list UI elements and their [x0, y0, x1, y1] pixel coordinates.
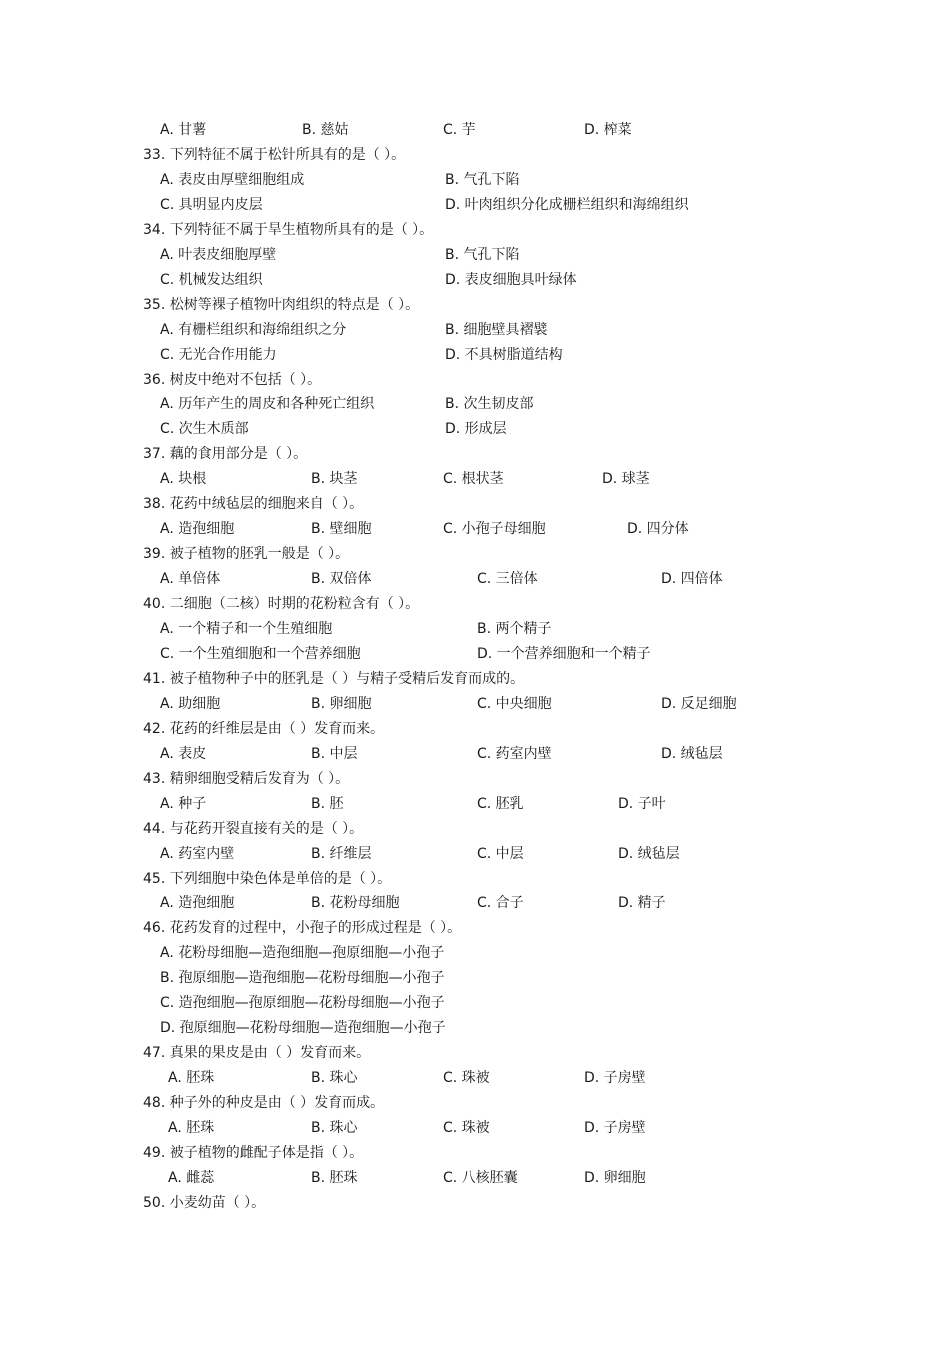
q45-stem [0, 870, 950, 890]
option-text: D. 一个营养细胞和一个精子 [477, 645, 651, 662]
q36-options-2 [0, 420, 950, 440]
option-text: A. 造孢细胞 [160, 521, 235, 538]
option-text: A. 种子 [160, 795, 207, 812]
option-text: A. 表皮 [160, 745, 207, 762]
option-text: B. 胚 [311, 795, 344, 812]
q33-stem [0, 146, 950, 166]
option-text: C. 珠被 [443, 1070, 490, 1087]
q40-options-2 [0, 645, 950, 665]
text: 35. 松树等裸子植物叶肉组织的特点是（ ）。 [143, 296, 420, 313]
text: 36. 树皮中绝对不包括（ ）。 [143, 371, 322, 388]
option-text: D. 绒毡层 [661, 745, 723, 762]
option-text: C. 次生木质部 [160, 421, 249, 438]
q44-options [0, 845, 950, 865]
option-text: B. 花粉母细胞 [311, 895, 400, 912]
text: 41. 被子植物种子中的胚乳是（ ）与精子受精后发育而成的。 [143, 670, 525, 687]
text: 40. 二细胞（二核）时期的花粉粒含有（ ）。 [143, 596, 420, 613]
q46-option-a [0, 944, 950, 964]
q35-options-2 [0, 346, 950, 366]
option-text: C. 中央细胞 [477, 695, 552, 712]
text: 37. 藕的食用部分是（ ）。 [143, 446, 308, 463]
q35-stem [0, 296, 950, 316]
option-text: C. 无光合作用能力 [160, 346, 277, 363]
q46-stem [0, 919, 950, 939]
q44-stem [0, 820, 950, 840]
q43-stem [0, 770, 950, 790]
option-text: D. 子房壁 [584, 1120, 646, 1136]
option-text: A. 一个精子和一个生殖细胞 [160, 621, 333, 637]
q49-options [0, 1169, 950, 1189]
q46-option-b [0, 969, 950, 989]
q34-options-1 [0, 246, 950, 266]
text: 48. 种子外的种皮是由（ ）发育而成。 [143, 1095, 385, 1112]
option-text: B. 双倍体 [311, 571, 372, 588]
q39-stem [0, 545, 950, 565]
option-text: B. 次生韧皮部 [445, 396, 534, 413]
option-text: A. 药室内壁 [160, 845, 235, 862]
text: 42. 花药的纤维层是由（ ）发育而来。 [143, 720, 385, 737]
option-text: A. 甘薯 [160, 122, 207, 138]
option-text: D. 反足细胞 [661, 695, 737, 712]
q32-options [0, 121, 950, 141]
option-text: C. 珠被 [443, 1120, 490, 1136]
option-text: B. 卵细胞 [311, 695, 372, 712]
q34-stem [0, 221, 950, 241]
text: 47. 真果的果皮是由（ ）发育而来。 [143, 1045, 371, 1062]
q41-options [0, 695, 950, 715]
option-text: A. 叶表皮细胞厚壁 [160, 246, 277, 263]
option-text: C. 具明显内皮层 [160, 196, 263, 213]
option-text: C. 一个生殖细胞和一个营养细胞 [160, 645, 361, 662]
option-text: A. 有栅栏组织和海绵组织之分 [160, 321, 347, 338]
option-text: B. 两个精子 [477, 621, 552, 637]
q36-options-1 [0, 395, 950, 415]
option-text: A. 雌蕊 [168, 1169, 215, 1186]
text: 34. 下列特征不属于旱生植物所具有的是（ ）。 [143, 221, 434, 238]
option-text: B. 胚珠 [311, 1169, 358, 1186]
q38-stem [0, 495, 950, 515]
q42-options [0, 745, 950, 765]
option-text: B. 细胞壁具褶襞 [445, 321, 548, 338]
q48-stem [0, 1094, 950, 1114]
option-text: D. 子叶 [618, 795, 666, 812]
option-text: A. 胚珠 [168, 1120, 215, 1136]
text: B. 孢原细胞—造孢细胞—花粉母细胞—小孢子 [160, 970, 445, 987]
option-text: B. 慈姑 [302, 122, 349, 138]
option-text: C. 胚乳 [477, 795, 524, 812]
option-text: A. 块根 [160, 471, 207, 488]
option-text: C. 药室内壁 [477, 745, 552, 762]
text: 43. 精卵细胞受精后发育为（ ）。 [143, 770, 350, 787]
q45-options [0, 894, 950, 914]
q41-stem [0, 670, 950, 690]
q43-options [0, 795, 950, 815]
q39-options [0, 570, 950, 590]
q42-stem [0, 720, 950, 740]
option-text: B. 中层 [311, 745, 358, 762]
option-text: C. 芋 [443, 122, 476, 138]
text: 45. 下列细胞中染色体是单倍的是（ ）。 [143, 870, 392, 887]
q33-options-1 [0, 171, 950, 191]
q33-options-2 [0, 196, 950, 216]
text: A. 花粉母细胞—造孢细胞—孢原细胞—小孢子 [160, 945, 445, 962]
option-text: D. 榨菜 [584, 122, 632, 138]
option-text: D. 不具树脂道结构 [445, 346, 563, 363]
option-text: A. 造孢细胞 [160, 895, 235, 912]
option-text: A. 历年产生的周皮和各种死亡组织 [160, 396, 375, 413]
option-text: C. 八核胚囊 [443, 1169, 518, 1186]
option-text: B. 纤维层 [311, 845, 372, 862]
option-text: D. 叶肉组织分化成栅栏组织和海绵组织 [445, 196, 689, 213]
option-text: D. 卵细胞 [584, 1169, 646, 1186]
text: 33. 下列特征不属于松针所具有的是（ ）。 [143, 146, 406, 163]
option-text: D. 子房壁 [584, 1070, 646, 1087]
option-text: B. 气孔下陷 [445, 246, 520, 263]
option-text: D. 精子 [618, 895, 666, 912]
option-text: D. 形成层 [445, 421, 507, 438]
option-text: D. 表皮细胞具叶绿体 [445, 271, 577, 288]
option-text: B. 壁细胞 [311, 521, 372, 538]
option-text: D. 球茎 [602, 471, 650, 488]
q35-options-1 [0, 321, 950, 341]
text: C. 造孢细胞—孢原细胞—花粉母细胞—小孢子 [160, 995, 445, 1012]
text: 50. 小麦幼苗（ ）。 [143, 1194, 266, 1211]
q49-stem [0, 1144, 950, 1164]
option-text: B. 珠心 [311, 1070, 358, 1087]
q47-options [0, 1069, 950, 1089]
option-text: D. 四分体 [627, 521, 689, 538]
q34-options-2 [0, 271, 950, 291]
q50-stem [0, 1194, 950, 1214]
q37-options [0, 470, 950, 490]
text: 46. 花药发育的过程中，小孢子的形成过程是（ ）。 [143, 920, 462, 937]
q46-option-c [0, 994, 950, 1014]
q38-options [0, 520, 950, 540]
q47-stem [0, 1044, 950, 1064]
q36-stem [0, 371, 950, 391]
q40-options-1 [0, 620, 950, 640]
option-text: A. 助细胞 [160, 695, 221, 712]
option-text: C. 三倍体 [477, 571, 538, 588]
option-text: D. 绒毡层 [618, 845, 680, 862]
option-text: B. 块茎 [311, 471, 358, 488]
option-text: C. 中层 [477, 845, 524, 862]
text: 38. 花药中绒毡层的细胞来自（ ）。 [143, 496, 364, 513]
option-text: B. 气孔下陷 [445, 171, 520, 188]
option-text: C. 小孢子母细胞 [443, 521, 546, 538]
option-text: A. 胚珠 [168, 1070, 215, 1087]
text: 44. 与花药开裂直接有关的是（ ）。 [143, 820, 364, 837]
option-text: A. 单倍体 [160, 571, 221, 588]
option-text: D. 四倍体 [661, 571, 723, 588]
option-text: B. 珠心 [311, 1120, 358, 1136]
text: 39. 被子植物的胚乳一般是（ ）。 [143, 546, 350, 563]
q37-stem [0, 445, 950, 465]
text: D. 孢原细胞—花粉母细胞—造孢细胞—小孢子 [160, 1020, 446, 1037]
q40-stem [0, 595, 950, 615]
option-text: A. 表皮由厚壁细胞组成 [160, 171, 305, 188]
q48-options [0, 1119, 950, 1139]
option-text: C. 机械发达组织 [160, 271, 263, 288]
q46-option-d [0, 1019, 950, 1039]
option-text: C. 根状茎 [443, 471, 504, 488]
text: 49. 被子植物的雌配子体是指（ ）。 [143, 1144, 364, 1161]
option-text: C. 合子 [477, 895, 524, 912]
